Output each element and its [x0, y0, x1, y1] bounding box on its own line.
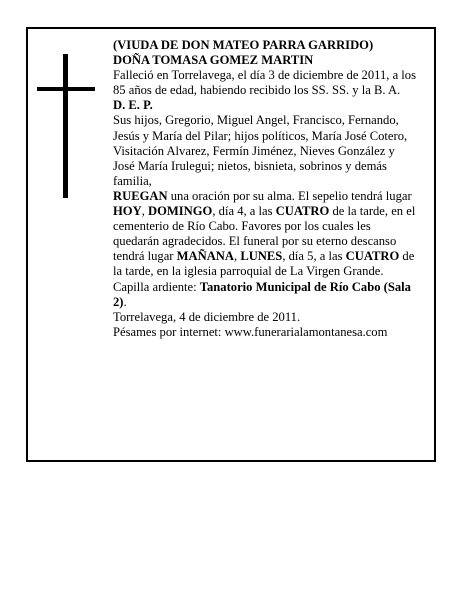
hoy-word: HOY [113, 204, 142, 219]
service-text-4: de la tarde, en el cementerio de Río Cabo. Favores por los cuales les quedarán agradecidos. El funeral por su eterno descanso tendrá lugar [113, 204, 416, 264]
death-text: Falleció en Torrelavega, el día 3 de diciembre de 2011, a los 85 años de edad, habiendo recibido los SS. SS. y la B. A. [113, 68, 417, 98]
ruegan-word: RUEGAN [113, 188, 168, 203]
capilla-suffix: . [123, 294, 127, 309]
service-text [113, 189, 418, 280]
cuatro-word-1: CUATRO [275, 204, 330, 219]
service-text-3: , día 4, a las [212, 204, 276, 219]
deceased-name: DOÑA TOMASA GOMEZ MARTIN [113, 53, 314, 68]
service-text-5: , [234, 249, 241, 264]
pesames-line: Pésames por internet: www.funerarialamontanesa.com [113, 324, 388, 339]
service-text-7: de la tarde, en la iglesia parroquial de La Virgen Grande. [113, 249, 415, 279]
dep-line: D. E. P. [113, 98, 153, 113]
cross-vertical-bar [63, 54, 68, 198]
capilla-line [113, 280, 418, 310]
capilla-prefix: Capilla ardiente: [113, 279, 200, 294]
domingo-word: DOMINGO [147, 204, 213, 219]
cross-horizontal-bar [37, 87, 95, 91]
service-text-1: una oración por su alma. El sepelio tendrá lugar [167, 188, 412, 203]
cuatro-word-2: CUATRO [345, 249, 400, 264]
family-text: Sus hijos, Gregorio, Miguel Angel, Francisco, Fernando, Jesús y María del Pilar; hijos políticos, María José Cotero, Visitación Alvarez, Fermín Jiménez, Nieves González y José María Irulegui; nietos, bisnieta, sobrinos y demás familia, [113, 113, 408, 188]
obituary-text [113, 38, 418, 340]
manana-word: MAÑANA [176, 249, 235, 264]
lunes-word: LUNES [240, 249, 283, 264]
widow-line: (VIUDA DE DON MATEO PARRA GARRIDO) [113, 38, 374, 52]
service-text-6: , día 5, a las [282, 249, 346, 264]
service-text-2: , [141, 204, 148, 219]
date-line: Torrelavega, 4 de diciembre de 2011. [113, 309, 301, 324]
capilla-place: Tanatorio Municipal de Río Cabo (Sala 2) [113, 279, 411, 309]
cross-icon [37, 54, 95, 198]
